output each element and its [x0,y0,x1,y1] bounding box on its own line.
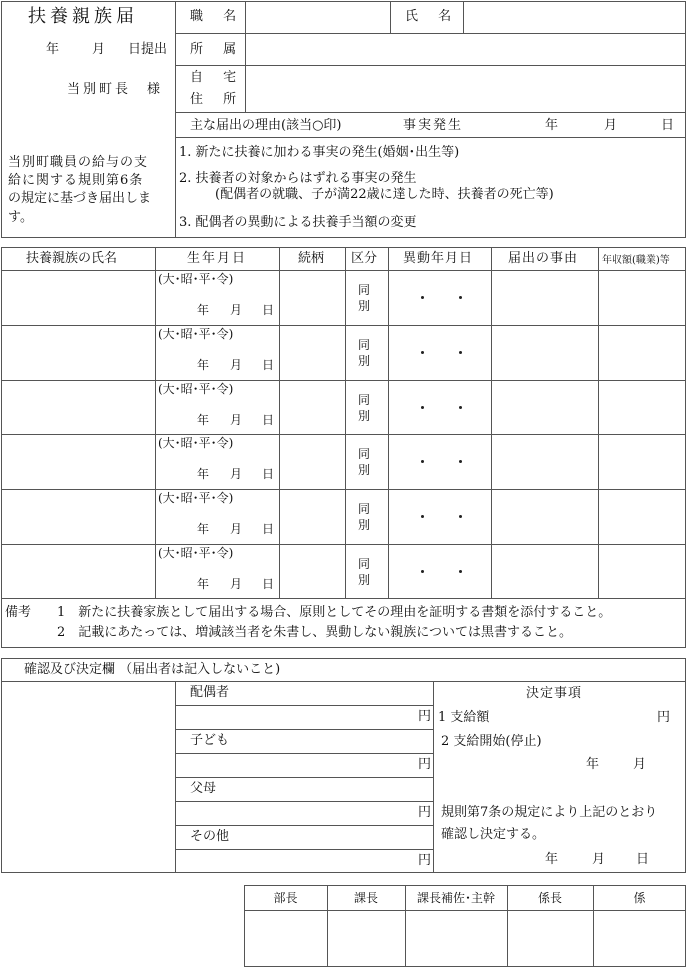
birth-day-label: 日 [262,413,275,427]
reason-option-2-detail: (配偶者の就職、子が満22歳に達した時、扶養者の死亡等) [215,187,554,202]
birth-month-label: 月 [230,413,243,427]
dependent-name-field[interactable] [2,271,154,323]
reason-header: 主な届出の理由(該当○印) [190,118,342,133]
birth-year-label: 年 [197,467,210,481]
dependent-name-field[interactable] [2,381,154,433]
addressee: 当別町長 様 [67,82,164,97]
decision-statement-1: 規則第7条の規定により上記のとおり [441,805,658,820]
name-field[interactable] [464,2,685,33]
decision-statement-2: 確認し決定する。 [441,827,546,842]
dependent-name-field[interactable] [2,490,154,542]
reason-field[interactable] [492,326,597,378]
grid-line [175,825,433,826]
category-label: 配偶者 [190,685,230,700]
header-relationship: 続柄 [298,251,325,266]
yen-unit: 円 [418,805,432,820]
job-title-label: 職 名 [190,9,245,24]
category-separate[interactable]: 別 [358,573,371,587]
change-date-field[interactable] [389,381,490,433]
income-field[interactable] [599,326,685,378]
category-label: 父母 [190,781,217,796]
dependent-name-field[interactable] [2,435,154,487]
regulation-line-2: 給に関する規則第6条 [8,173,144,188]
header-income: 年収額(職業)等 [602,255,670,266]
birth-month-label: 月 [230,522,243,536]
decision-date-month: 月 [592,852,606,867]
reason-field[interactable] [492,271,597,323]
era-options[interactable]: (大･昭･平･令) [158,272,234,286]
era-options[interactable]: (大･昭･平･令) [158,546,234,560]
category-same[interactable]: 同 [358,283,371,297]
reason-field[interactable] [492,545,597,597]
fact-occurrence-label: 事実発生 [403,118,464,133]
approval-header: 課長補佐･主幹 [416,891,495,905]
decision-item-2-year: 年 [586,757,600,772]
relationship-field[interactable] [280,545,344,597]
relationship-field[interactable] [280,271,344,323]
reason-field[interactable] [492,435,597,487]
decision-date-year: 年 [545,852,559,867]
decision-item-1-unit: 円 [657,710,671,725]
birth-day-label: 日 [262,522,275,536]
birth-month-label: 月 [230,467,243,481]
regulation-line-1: 当別町職員の給与の支 [8,155,149,170]
submit-year-label: 年 [46,42,60,57]
yen-unit: 円 [418,709,432,724]
confirmation-header: 確認及び決定欄 （届出者は記入しないこと) [24,662,281,677]
category-label: その他 [190,829,230,844]
submit-month-label: 月 [92,42,106,57]
dependent-name-field[interactable] [2,545,154,597]
category-amount-field[interactable] [176,706,416,729]
change-date-field[interactable] [389,545,490,597]
birth-day-label: 日 [262,467,275,481]
birth-month-label: 月 [230,358,243,372]
department-label: 所 属 [190,42,245,57]
decision-item-1: 1 支給額 [438,710,490,725]
category-separate[interactable]: 別 [358,518,371,532]
confirmation-notes-area[interactable] [2,682,174,872]
approval-header: 係長 [537,891,562,905]
form-title: 扶養親族届 [28,6,138,27]
category-same[interactable]: 同 [358,447,371,461]
header-category: 区分 [351,251,378,266]
era-options[interactable]: (大･昭･平･令) [158,327,234,341]
relationship-field[interactable] [280,381,344,433]
era-options[interactable]: (大･昭･平･令) [158,491,234,505]
approval-stamp-box[interactable] [594,911,685,966]
regulation-line-4: す。 [8,210,33,225]
category-same[interactable]: 同 [358,338,371,352]
name-label: 氏 名 [405,9,460,24]
approval-header: 係 [633,891,646,905]
category-same[interactable]: 同 [358,502,371,516]
reason-option-3[interactable]: 3. 配偶者の異動による扶養手当額の変更 [179,215,417,230]
category-amount-field[interactable] [176,754,416,777]
fact-day-label: 日 [661,118,675,133]
payment-amount-field[interactable] [500,707,650,727]
income-field[interactable] [599,490,685,542]
yen-unit: 円 [418,853,432,868]
category-separate[interactable]: 別 [358,463,371,477]
decision-item-2: 2 支給開始(停止) [441,734,542,749]
income-field[interactable] [599,435,685,487]
category-amount-field[interactable] [176,802,416,825]
income-field[interactable] [599,545,685,597]
approval-header: 部長 [273,891,298,905]
birth-day-label: 日 [262,358,275,372]
note-1: 1 新たに扶養家族として届出する場合、原則としてその理由を証明する書類を添付すること。 [57,605,612,620]
reason-option-2[interactable]: 2. 扶養者の対象からはずれる事実の発生 [179,171,417,186]
approval-stamp-box[interactable] [508,911,592,966]
category-label: 子ども [190,733,230,748]
change-date-field[interactable] [389,326,490,378]
era-options[interactable]: (大･昭･平･令) [158,436,234,450]
category-separate[interactable]: 別 [358,354,371,368]
decision-item-2-month: 月 [633,757,647,772]
change-date-field[interactable] [389,435,490,487]
category-separate[interactable]: 別 [358,409,371,423]
header-dependent-name: 扶養親族の氏名 [26,251,118,266]
approval-stamp-box[interactable] [406,911,506,966]
relationship-field[interactable] [280,326,344,378]
fact-year-label: 年 [545,118,559,133]
address-label-2: 住 所 [190,92,245,107]
address-label-1: 自 宅 [190,70,245,85]
regulation-line-3: の規定に基づき届出しま [8,191,152,206]
address-field[interactable] [246,66,685,112]
era-options[interactable]: (大･昭･平･令) [158,382,234,396]
change-date-field[interactable] [389,490,490,542]
submit-day-label: 日提出 [128,42,168,57]
decision-title: 決定事項 [526,686,583,701]
birth-year-label: 年 [197,522,210,536]
grid-line [175,729,433,730]
change-date-field[interactable] [389,271,490,323]
header-birthdate: 生年月日 [187,251,248,266]
birth-month-label: 月 [230,303,243,317]
birth-day-label: 日 [262,303,275,317]
reason-field[interactable] [492,381,597,433]
header-reason: 届出の事由 [508,251,579,266]
category-separate[interactable]: 別 [358,299,371,313]
approval-header: 課長 [353,891,378,905]
job-title-field[interactable] [246,2,389,33]
category-amount-field[interactable] [176,850,416,873]
income-field[interactable] [599,271,685,323]
income-field[interactable] [599,381,685,433]
birth-year-label: 年 [197,413,210,427]
relationship-field[interactable] [280,435,344,487]
yen-unit: 円 [418,757,432,772]
approval-stamp-box[interactable] [328,911,404,966]
header-change-date: 異動年月日 [403,251,474,266]
grid-line [175,777,433,778]
note-2: 2 記載にあたっては、増減該当者を朱書し、異動しない親族については黒書すること。 [57,625,573,640]
notes-label: 備考 [5,605,32,620]
relationship-field[interactable] [280,490,344,542]
category-same[interactable]: 同 [358,557,371,571]
birth-year-label: 年 [197,358,210,372]
dependent-name-field[interactable] [2,326,154,378]
birth-month-label: 月 [230,577,243,591]
birth-year-label: 年 [197,303,210,317]
birth-year-label: 年 [197,577,210,591]
birth-day-label: 日 [262,577,275,591]
reason-option-1[interactable]: 1. 新たに扶養に加わる事実の発生(婚姻･出生等) [179,145,460,160]
fact-month-label: 月 [604,118,618,133]
category-same[interactable]: 同 [358,393,371,407]
reason-field[interactable] [492,490,597,542]
department-field[interactable] [246,34,685,65]
decision-date-day: 日 [636,852,650,867]
approval-stamp-box[interactable] [245,911,326,966]
